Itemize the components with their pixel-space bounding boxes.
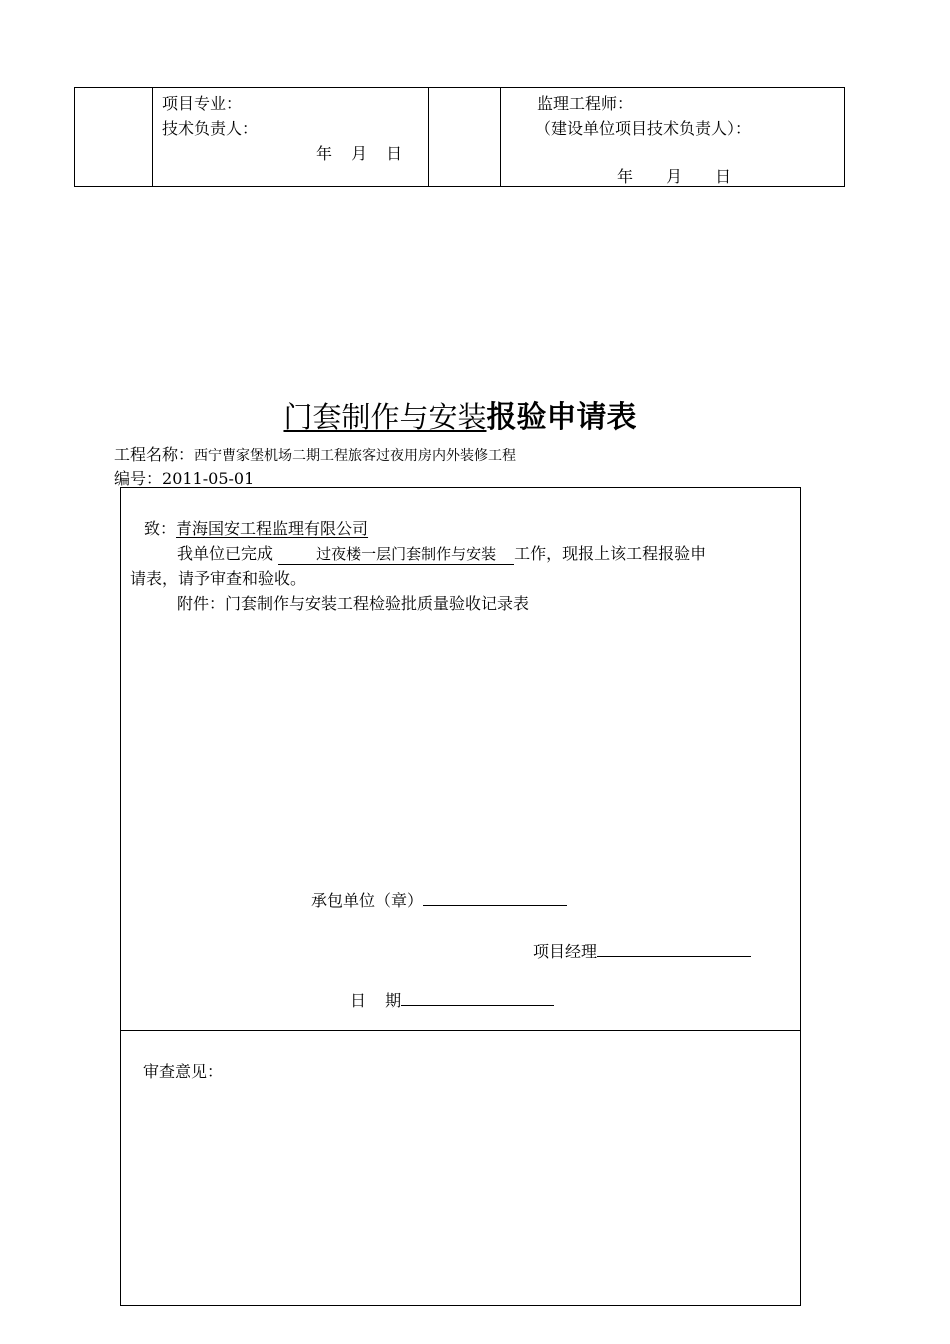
- body-prefix: 我单位已完成: [177, 544, 274, 563]
- addressee-line: [144, 516, 368, 539]
- date-line: [350, 988, 554, 1011]
- addressee-org: 青海国安工程监理有限公司: [176, 519, 369, 538]
- review-opinion-label: 审查意见：: [143, 1062, 224, 1081]
- date-blank: [401, 989, 554, 1006]
- doc-number-label: 编号：: [114, 469, 163, 488]
- doc-number-line: [114, 466, 254, 489]
- project-manager-signature-blank: [597, 940, 751, 957]
- section-divider: [121, 1030, 800, 1031]
- attachment-line: 附件：门套制作与安装工程检验批质量验收记录表: [177, 594, 530, 613]
- date-label: 日 期: [350, 991, 402, 1010]
- project-specialty-label: 项目专业：: [162, 94, 243, 113]
- supervising-engineer-label: 监理工程师：: [537, 94, 634, 113]
- owner-tech-lead-label: （建设单位项目技术负责人）：: [535, 119, 752, 138]
- doc-number-value: 2011-05-01: [162, 469, 255, 488]
- application-body-line2: 请表，请予审查和验收。: [130, 569, 307, 588]
- project-manager-line: [533, 939, 751, 962]
- contractor-seal-line: [311, 888, 567, 911]
- right-date-label: 年 月 日: [617, 167, 732, 186]
- contractor-signature-blank: [423, 889, 567, 906]
- table-divider: [152, 88, 153, 186]
- title-form-name: 报验申请表: [486, 400, 637, 435]
- title-item: 门套制作与安装: [283, 400, 487, 434]
- project-name-value: 西宁曹家堡机场二期工程旅客过夜用房内外装修工程: [194, 448, 517, 464]
- technical-lead-label: 技术负责人：: [162, 119, 259, 138]
- contractor-label: 承包单位（章）: [311, 891, 424, 910]
- table-divider: [500, 88, 501, 186]
- project-name-line: [114, 442, 516, 465]
- project-manager-label: 项目经理: [533, 942, 598, 961]
- application-body-line1: [177, 541, 706, 565]
- left-date-label: 年 月 日: [316, 144, 403, 163]
- table-divider: [428, 88, 429, 186]
- addressee-label: 致：: [144, 519, 177, 538]
- project-name-label: 工程名称：: [114, 445, 195, 464]
- work-item-field: 过夜楼一层门套制作与安装: [278, 543, 514, 565]
- body-suffix: 工作，现报上该工程报验申: [514, 544, 707, 563]
- page-title: [0, 392, 920, 436]
